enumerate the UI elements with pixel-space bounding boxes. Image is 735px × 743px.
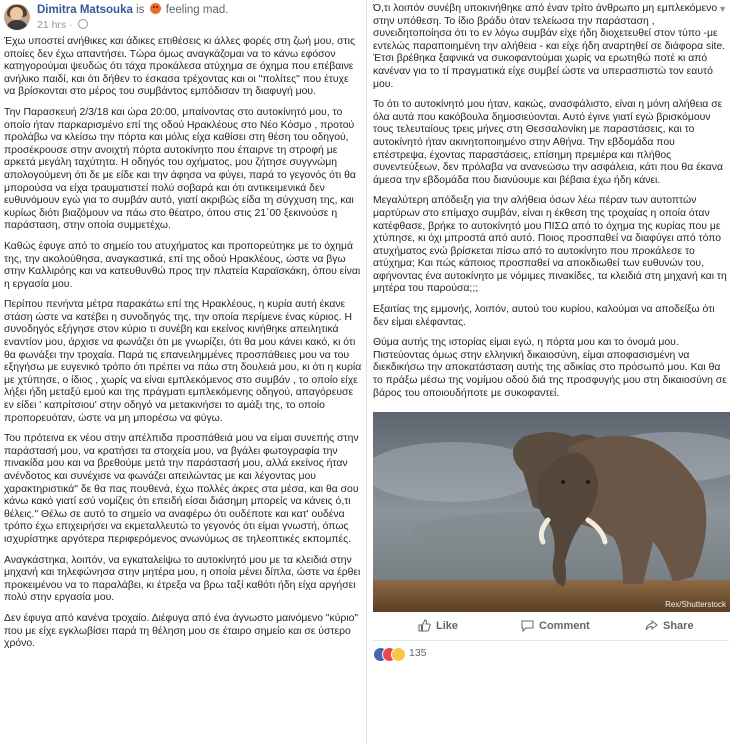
author-line (37, 3, 228, 16)
post-time[interactable]: 21 hrs (37, 19, 67, 31)
post-left-column (0, 0, 367, 743)
like-label: Like (436, 619, 459, 632)
feeling-text: feeling mad. (165, 4, 229, 16)
post-paragraph: Περίπου πενήντα μέτρα παρακάτω επί της Ηρακλέους, η κυρία αυτή έκανε στάση ώστε να κατέβει η συνοδηγός της, την οποία περίμενε ένας κύριος. Η συνοδηγός εξήγησε στον κύριο τι συνέβη και εκείνος κινήθηκε απειλητικά εναντίον μου, άρχισε να φωνάζει ότι με γνωρίζει, ότι θα μου κάνει κακό, κι ότι θα φωνάξει την τροχαία. Παρά τις επανειλημμένες προσπάθειες μου να του εξηγήσω με ευγενικό τρόπο ότι πρέπει να πάω στη δουλειά μου, κι ότι η κυρία με χτύπησε, ο ίδιος , χωρίς να είναι εμπλεκόμενος στο συμβάν , το οποίο είχε λήξει ήδη μεταξύ εμού και της πράγματι εμπλεκόμενης οδηγού, απαγόρευσε εν είδει ' καπρίτσιου' στην οδηγό να μετακινήσει το αμάξι της, το οποίο προπορευόταν, ώστε να μη μπορέσω να φύγω. (4, 299, 362, 424)
post-paragraph: Έχω υποστεί ανήθικες και άδικες επιθέσεις κι άλλες φορές στη ζωή μου, στις οποίες δεν έχω απαντήσει. Τώρα όμως αναγκάζομαι να το κάνω εφόσον κατηγορούμαι ψευδώς ότι τάχα προκάλεσα ατύχημα σε όχημα που επέβαινε ανήλικο παιδί, και ότι δήθεν το έσκασα τρέχοντας και οι "πολίτες" που έτυχε να βρίσκονται στο μέρος του συμβάντος εμπόδισαν τη διαφυγή μου. (4, 36, 355, 98)
globe-icon[interactable] (78, 19, 88, 29)
elephant-image (373, 412, 730, 612)
share-icon (645, 619, 658, 632)
comment-button[interactable] (521, 619, 590, 632)
post-paragraph: Εξαιτίας της εμμονής, λοιπόν, αυτού του κυρίου, καλούμαι να αποδείξω ότι δεν είμαι ελέφαντας. (373, 304, 715, 328)
post-text-right (367, 0, 735, 400)
post-paragraph: Καθώς έφυγε από το σημείο του ατυχήματος και προπορεύτηκε με το όχημά της, την ακολούθησα, αναγκαστικά, επί της οδού Ηρακλέους, ώστε να βγω στην Καλλιρόης και να κατευθυνθώ προς την πλατεία Καραϊσκάκη, όπου είναι η εργασία μου. (4, 240, 361, 290)
sad-reaction-icon (391, 647, 406, 662)
post-meta (37, 19, 88, 31)
meta-separator: · (69, 19, 73, 31)
reaction-count: 135 (409, 647, 427, 660)
share-button[interactable] (645, 619, 694, 632)
comment-icon (521, 619, 534, 632)
chevron-down-icon[interactable]: ▼ (718, 4, 727, 14)
post-paragraph: Μεγαλύτερη απόδειξη για την αλήθεια όσων λέω πέραν των αυτοπτών μαρτύρων στο επίμαχο συμβάν, είναι η έκθεση της τροχαίας η οποία όταν κατέφθασε, βρήκε το αυτοκίνητό μου ΠΙΣΩ από το όχημα της κυρίας που με χτύπησε, κι όχι μπροστά από αυτό. Ποιος προσπαθεί να διαφύγει από τόπο ατυχήματος ενώ βρίσκεται πίσω από το αυτοκίνητο που προκάλεσε το ατύχημα; Και πώς κάποιος προσπαθεί να αποκδιωθεί των ευθυνών του, αφήνοντας ένα αυτοκίνητο με νόμιμες πινακίδες, τα κλειδιά στη μηχανή και τη μητέρα του παρούσα;;; (373, 195, 727, 295)
avatar[interactable] (4, 4, 30, 30)
post-paragraph: Αναγκάστηκα, λοιπόν, να εγκαταλείψω το αυτοκίνητό μου με τα κλειδιά στην μηχανή και τηλεφώνησα στην μητέρα μου, η οποία μένει δίπλα, ώστε να έρθει προκειμένου να το παραλάβει, κι έτρεξα να βρω ταξί καθότι ήδη είχα αργήσει πολύ στην εργασία μου. (4, 554, 361, 604)
post-text-left (0, 36, 366, 651)
post-header (0, 0, 366, 36)
post-paragraph: Θύμα αυτής της ιστορίας είμαι εγώ, η πόρτα μου και το όνομά μου. Πιστεύοντας όμως στην ελληνική δικαιοσύνη, είμαι αποφασισμένη να διεκδικήσω την αποκατάσταση αυτής της αδικίας στο πρόσωπό μου. Και θα το πράξω μέσω της νομίμου οδού διά της προσφυγής μου στη δικαιοσύνη σε βάρος του οποιουδήποτε με συκοφαντεί. (373, 337, 727, 399)
like-button[interactable] (418, 619, 458, 632)
post-paragraph: Το ότι το αυτοκίνητό μου ήταν, κακώς, ανασφάλιστο, είναι η μόνη αλήθεια σε όλα αυτά που κακόβουλα δημοσιεύονται. Αυτό έγινε γιατί εγώ βρισκόμουν τους τελευταίους τρεις μήνες στη Θεσσαλονίκη με παραστάσεις, και το αυτοκίνητό ήταν ακινητοποιημένο στην Αθήνα. Την εβδομάδα που επέστρεψα, έχοντας παραστάσεις, επίσημη πρεμιέρα και πλήθος συνεντεύξεων, δεν πρόλαβα να ανανεώσω την ασφάλεια, κάτι που θα έκανα άμεσα την εβδομάδα που διανύουμε και βέβαια έχω ήδη κάνει. (373, 99, 724, 186)
post-actions (373, 612, 729, 641)
post-right-column (367, 0, 735, 743)
share-label: Share (663, 619, 694, 632)
post-paragraph: Την Παρασκευή 2/3/18 και ώρα 20:00, μπαίνοντας στο αυτοκίνητό μου, το οποίο ήταν παρκαρισμένο επί της οδού Ηρακλέους στο Νέο Κόσμο , προτού προλάβω να κλείσω την πόρτα και μόλις είχα καθίσει στη θέση του οδηγού, προσέκρουσε στην ανοιχτή πόρτα αυτοκίνητο που έπαιρνε τη στροφή με αρκετά μεγάλη ταχύτητα. Η οδηγός του οχήματος, μου ζήτησε συγγνώμη απολογούμενη ότι δε με είδε και την άφησα να φύγει, παρά το γεγονός ότι θα μπορούσα να είχα τραυματιστεί πολύ σοβαρά και ότι αντικειμενικά δεν ευθυνόμουν εγώ για το συμβάν αυτό, γιατί ακριβώς είδα τη σύγχυση της, και κυρίως διότι βιαζόμουν να πάω στο θέατρο, όπου στις 21΄00 ξεκινούσε η παράσταση, στην οποία συμμετέχω. (4, 106, 356, 232)
thumbs-up-icon (418, 619, 431, 632)
reactions-summary[interactable] (373, 647, 729, 661)
angry-face-icon (150, 3, 161, 14)
feeling-prefix: is (136, 4, 145, 16)
post-paragraph: Του πρότεινα εκ νέου στην απέλπιδα προσπάθειά μου να είμαι συνεπής στην παράστασή μου, να κρατήσει τα στοιχεία μου, να βγάλει φωτογραφία την πινακίδα μου και να βρεθούμε μετά την παράστασή μου, αλλά εκείνος ήταν ανένδοτος και συνέχισε να φωνάζει απειλώντας με και λέγοντας μου χαρακτηριστικά" δε θα πας πουθενά, έχω πολλές άκρες στα μέσα, και θα σου κάνω κακό γιατί εσύ νομίζεις ότι επειδή είσαι διάσημη μπορείς να κάνεις ό,τι θέλεις." Θέλω σε αυτό το σημείο να αναφέρω ότι ουδέποτε και κατ' ουδένα τρόπο έχω επιχειρήσει να εκμεταλλευτώ το γεγονός ότι είμαι γνωστή, όπως ισχυρίστηκε αργότερα περιφερόμενος ανωνύμως σε τηλεοπτικές εκπομπές. (4, 433, 359, 545)
comment-label: Comment (539, 619, 590, 632)
photo-credit: Rex/Shutterstock (665, 600, 726, 610)
post-paragraph: Δεν έφυγα από κανένα τροχαίο. Διέφυγα από ένα άγνωστο μαινόμενο "κύριο" που με είχε εγκλωβίσει παρά τη θέληση μου σε έταιρο σημείο και σε ύστερο χρόνο. (4, 612, 359, 650)
author-name[interactable]: Dimitra Matsouka (37, 4, 133, 16)
post-paragraph: Ό,τι λοιπόν συνέβη υποκινήθηκε από έναν τρίτο άνθρωπο μη εμπλεκόμενο στην υπόθεση. Το ίδιο βράδυ όταν τελείωσα την παράσταση , συνειδητοποίησα ότι το εν λόγω συμβάν είχε ήδη διοχετευθεί στον τύπο -με εντελώς παραποιημένη την αλήθεια - και είχε ήδη αναρτηθεί σε διάφορα site. Έτσι βρέθηκα ξαφνικά να συκοφαντούμαι χωρίς να ερωτηθώ ποτέ κι από κανέναν για το τί πραγματικά είχε συμβεί ώστε να υπερασπιστώ τον εαυτό μου. (373, 3, 726, 90)
elephant-photo[interactable] (373, 412, 730, 612)
